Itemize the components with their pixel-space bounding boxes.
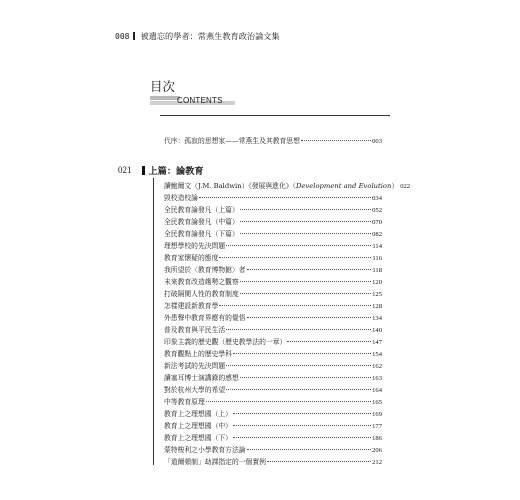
entry-title: 我所望於〈教育博物館〉者 xyxy=(164,266,246,274)
entry-page: 120 xyxy=(372,279,382,286)
entry-title: 怎樣建設新教育學 xyxy=(164,302,219,310)
toc-entry xyxy=(164,458,382,467)
dot-leader xyxy=(247,269,372,270)
entry-title: 理想學校的先決問題 xyxy=(164,242,226,250)
entry-page: 177 xyxy=(372,423,382,430)
entry-title: 印象主義的歷史觀（歷史教學法的一章） xyxy=(164,338,287,346)
entry-title: 未來教育改造趨勢之觀察 xyxy=(164,278,239,286)
running-head-bar xyxy=(133,32,135,40)
entry-title: 全民教育論發凡（上篇） xyxy=(164,206,239,214)
entry-page: 134 xyxy=(372,315,382,322)
entry-page: 165 xyxy=(372,399,382,406)
entry-page: 162 xyxy=(372,363,382,370)
entry-title: 教育家懷疑的態度 xyxy=(164,254,219,262)
entry-title: 教育上之理想國（下） xyxy=(164,434,232,442)
entry-page: 164 xyxy=(372,387,382,394)
toc-entry xyxy=(164,278,382,287)
entry-page: 070 xyxy=(372,219,382,226)
entry-page: 116 xyxy=(372,255,382,262)
entry-title: 對於杭州大學的希望 xyxy=(164,386,226,394)
toc-entry xyxy=(164,386,382,395)
toc-entry xyxy=(164,446,382,455)
toc-entry xyxy=(164,434,382,443)
entry-title: 新法考試的先決問題 xyxy=(164,362,226,370)
entry-page: 128 xyxy=(372,303,382,310)
entry-title: 普及教育與平民生活 xyxy=(164,326,226,334)
toc-entry xyxy=(164,338,382,347)
toc-entry xyxy=(164,350,382,359)
entry-title: 「道爾頓制」劫課指定的一個實例 xyxy=(164,458,266,466)
preface-page: 003 xyxy=(372,138,382,145)
part-number: 021 xyxy=(118,165,132,175)
dot-leader xyxy=(199,197,371,198)
running-head xyxy=(115,30,280,42)
entry-page: 212 xyxy=(372,459,382,466)
entry-page: 169 xyxy=(372,411,382,418)
entry-title: 讀鮑爾文（J.M. Baldwin）《發展與進化》（Development and Evolution） xyxy=(164,182,399,190)
entry-title: 打破隔閡人性的教育制度 xyxy=(164,290,239,298)
part-bar xyxy=(142,166,145,175)
toc-entry xyxy=(164,314,382,323)
toc-entry xyxy=(164,194,382,203)
dot-leader xyxy=(226,245,371,246)
dot-leader xyxy=(247,317,372,318)
dot-leader xyxy=(233,413,371,414)
contents-title: 目次 xyxy=(150,79,176,94)
heading-bar-short xyxy=(150,96,180,100)
entry-page: 052 xyxy=(372,207,382,214)
entry-title-italic: Development and Evolution xyxy=(295,182,392,190)
dot-leader xyxy=(219,257,371,258)
book-title: 被遺忘的學者：常燕生教育政治論文集 xyxy=(140,30,280,41)
entry-title: 外患聲中教育界應有的覺悟 xyxy=(164,314,246,322)
toc-entry xyxy=(164,266,382,275)
dot-leader xyxy=(226,389,371,390)
toc-entry xyxy=(164,422,382,431)
entry-title: 中等教育原理 xyxy=(164,398,205,406)
toc-entry xyxy=(164,326,382,335)
toc-entry xyxy=(164,398,382,407)
preface-entry xyxy=(164,137,382,146)
entry-title: 全民教育論發凡（下篇） xyxy=(164,230,239,238)
entry-page: 147 xyxy=(372,339,382,346)
toc-entry xyxy=(164,218,382,227)
dot-leader xyxy=(233,425,371,426)
preface-title: 代序：孤寂的思想家——常燕生及其教育思想 xyxy=(164,137,300,145)
entry-title: 教育上之理想國（中） xyxy=(164,422,232,430)
toc-entry xyxy=(164,230,382,239)
entry-page: 114 xyxy=(372,243,382,250)
entry-title: 讀塞耳博士演講錄的感想 xyxy=(164,374,239,382)
toc-entry xyxy=(164,374,382,383)
toc-entry xyxy=(164,206,382,215)
page-number: 008 xyxy=(115,31,130,41)
entry-page: 140 xyxy=(372,327,382,334)
dot-leader xyxy=(287,341,371,342)
dot-leader xyxy=(233,353,371,354)
dot-leader xyxy=(219,305,371,306)
entry-title: 蒙特梭利之小學教育方法論 xyxy=(164,446,246,454)
dot-leader xyxy=(240,221,371,222)
toc-entry xyxy=(164,362,382,371)
entry-page: 125 xyxy=(372,291,382,298)
part-heading xyxy=(118,164,204,176)
entry-page: 163 xyxy=(372,375,382,382)
entry-page: 082 xyxy=(372,231,382,238)
dot-leader xyxy=(226,329,371,330)
entry-title: 教育上之理想國（上） xyxy=(164,410,232,418)
toc-entry xyxy=(164,410,382,419)
entry-page: 186 xyxy=(372,435,382,442)
dot-leader xyxy=(240,281,371,282)
dot-leader xyxy=(233,437,371,438)
heading-rule xyxy=(160,115,390,116)
dot-leader xyxy=(267,461,371,462)
entry-title: 全民教育論發凡（中篇） xyxy=(164,218,239,226)
dot-leader xyxy=(206,401,371,402)
part-title: 上篇：論教育 xyxy=(148,166,204,177)
toc-entry xyxy=(164,242,382,251)
dot-leader xyxy=(240,293,371,294)
entry-title: 教育觀點上的歷史學科 xyxy=(164,350,232,358)
dot-leader xyxy=(240,377,371,378)
entry-page: 206 xyxy=(372,447,382,454)
entry-page: 154 xyxy=(372,351,382,358)
entry-title: 毀校造校論 xyxy=(164,194,198,202)
toc-entry xyxy=(164,254,382,263)
part-vertical-rule xyxy=(153,178,154,465)
dot-leader xyxy=(247,449,372,450)
dot-leader xyxy=(240,209,371,210)
contents-subtitle: CONTENTS xyxy=(177,96,223,105)
toc-entry xyxy=(164,302,382,311)
toc-entry xyxy=(164,182,411,191)
dot-leader xyxy=(226,365,371,366)
entry-page: 022 xyxy=(400,183,411,190)
entry-page: 034 xyxy=(372,195,382,202)
dot-leader xyxy=(240,233,371,234)
toc-entry xyxy=(164,290,382,299)
entry-page: 118 xyxy=(372,267,382,274)
dot-leader xyxy=(301,140,371,141)
